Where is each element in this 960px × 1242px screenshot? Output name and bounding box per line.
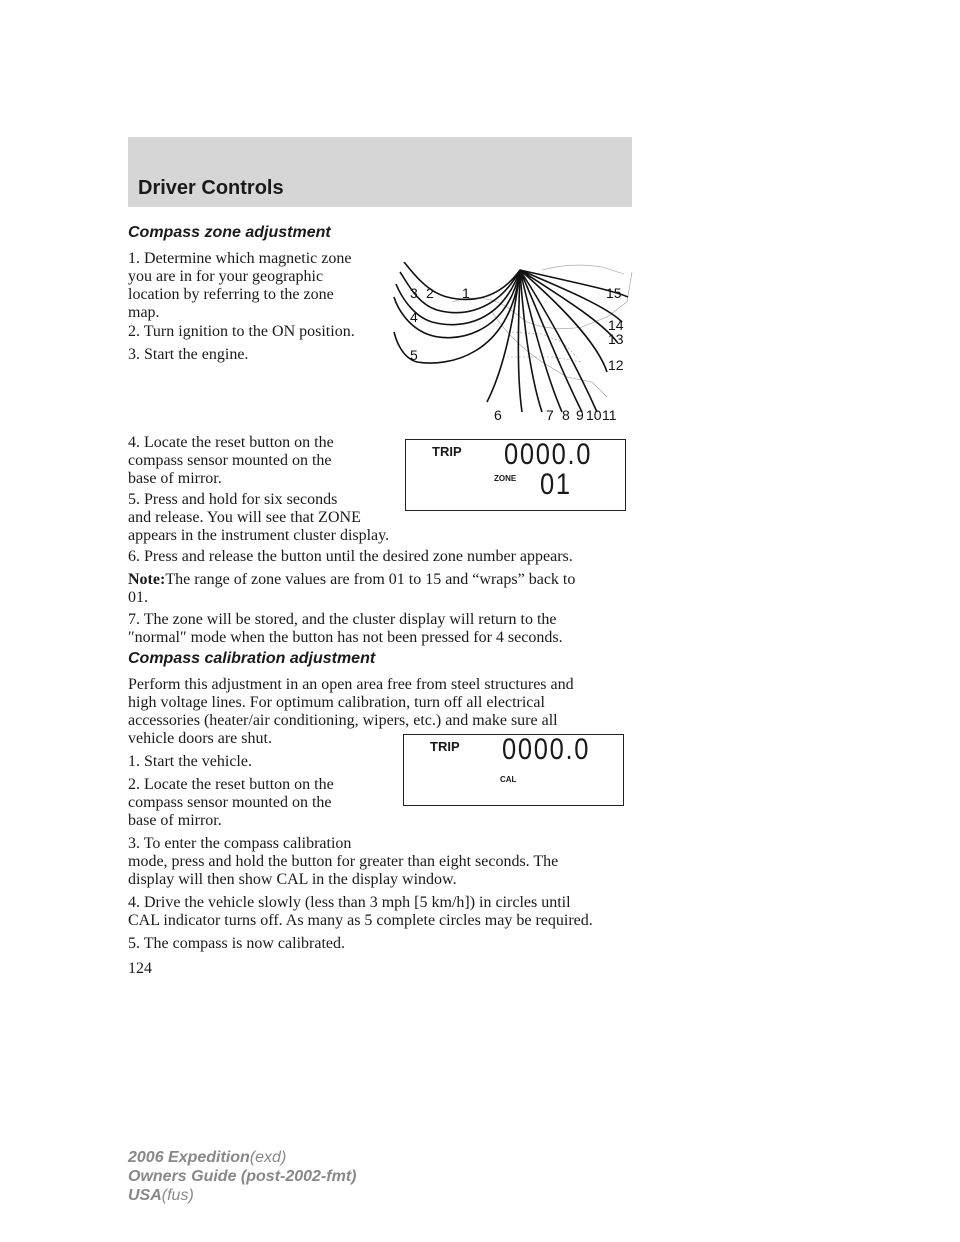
zone-label-14: 14	[608, 317, 624, 333]
display-odometer: 0000.0	[504, 438, 593, 471]
text-line: location by referring to the zone	[128, 286, 334, 303]
text-line: 2. Turn ignition to the ON position.	[128, 323, 355, 340]
page-number: 124	[128, 960, 152, 977]
text-line: 7. The zone will be stored, and the cluster display will return to the	[128, 611, 557, 628]
text-line: base of mirror.	[128, 812, 222, 829]
display-cal-label: CAL	[500, 775, 517, 784]
display-odometer: 0000.0	[502, 733, 591, 766]
display-trip-label: TRIP	[430, 739, 460, 754]
text-line: mode, press and hold the button for greater than eight seconds. The	[128, 853, 559, 870]
text-line: ″normal″ mode when the button has not been pressed for 4 seconds.	[128, 629, 563, 646]
zone-label-9: 9	[576, 407, 584, 423]
footer-line-3	[128, 1186, 356, 1205]
text-line: 2. Locate the reset button on the	[128, 776, 334, 793]
footer	[128, 1148, 356, 1205]
header-title: Driver Controls	[138, 177, 284, 199]
display-zone-value: 01	[540, 468, 572, 501]
display-zone-label: ZONE	[494, 474, 517, 483]
cluster-display-cal	[403, 734, 624, 806]
zone-label-4: 4	[410, 309, 418, 325]
text-line: 3. To enter the compass calibration	[128, 835, 352, 852]
zone-label-12: 12	[608, 357, 624, 373]
text-line: and release. You will see that ZONE	[128, 509, 361, 526]
footer-line-1	[128, 1148, 356, 1167]
zone-label-11: 11	[602, 407, 617, 423]
note-text: The range of zone values are from 01 to 15 and “wraps” back to	[165, 571, 576, 588]
heading-compass-calibration: Compass calibration adjustment	[128, 650, 376, 667]
zone-label-8: 8	[562, 407, 570, 423]
zone-label-10: 10	[586, 407, 602, 423]
text-line: base of mirror.	[128, 470, 222, 487]
text-line: 3. Start the engine.	[128, 346, 249, 363]
footer-market: USA	[128, 1187, 162, 1204]
footer-guide: Owners Guide (post-2002-fmt)	[128, 1168, 357, 1185]
footer-model-code: (exd)	[249, 1149, 287, 1166]
zone-label-15: 15	[606, 285, 622, 301]
text-line: compass sensor mounted on the	[128, 794, 332, 811]
text-line: 6. Press and release the button until the desired zone number appears.	[128, 548, 573, 565]
text-line: compass sensor mounted on the	[128, 452, 332, 469]
note-label: Note:	[128, 571, 166, 588]
text-line: accessories (heater/air conditioning, wipers, etc.) and make sure all	[128, 712, 558, 729]
footer-model: 2006 Expedition	[128, 1149, 250, 1166]
text-line: display will then show CAL in the display window.	[128, 871, 457, 888]
text-line: you are in for your geographic	[128, 268, 324, 285]
text-line: 01.	[128, 589, 148, 606]
text-line: CAL indicator turns off. As many as 5 complete circles may be required.	[128, 912, 593, 929]
text-line: 5. Press and hold for six seconds	[128, 491, 338, 508]
note-line	[128, 571, 575, 589]
zone-label-5: 5	[410, 347, 418, 363]
cluster-display-zone	[405, 439, 626, 511]
footer-line-2	[128, 1167, 356, 1186]
text-line: 1. Determine which magnetic zone	[128, 250, 352, 267]
text-line: appears in the instrument cluster display.	[128, 527, 390, 544]
text-line: Perform this adjustment in an open area free from steel structures and	[128, 676, 574, 693]
section-header	[128, 137, 632, 207]
heading-compass-zone: Compass zone adjustment	[128, 224, 331, 241]
text-line: high voltage lines. For optimum calibration, turn off all electrical	[128, 694, 545, 711]
zone-label-2: 2	[426, 285, 434, 301]
display-trip-label: TRIP	[432, 444, 462, 459]
zone-label-13: 13	[608, 331, 624, 347]
zone-label-7: 7	[546, 407, 554, 423]
footer-market-code: (fus)	[161, 1187, 194, 1204]
zone-label-6: 6	[494, 407, 502, 423]
text-line: map.	[128, 304, 160, 321]
text-line: 5. The compass is now calibrated.	[128, 935, 345, 952]
text-line: 4. Locate the reset button on the	[128, 434, 334, 451]
zone-label-3: 3	[410, 285, 418, 301]
zone-map	[392, 262, 634, 428]
text-line: vehicle doors are shut.	[128, 730, 272, 747]
text-line: 1. Start the vehicle.	[128, 753, 252, 770]
zone-label-1: 1	[462, 285, 470, 301]
text-line: 4. Drive the vehicle slowly (less than 3 mph [5 km/h]) in circles until	[128, 894, 571, 911]
